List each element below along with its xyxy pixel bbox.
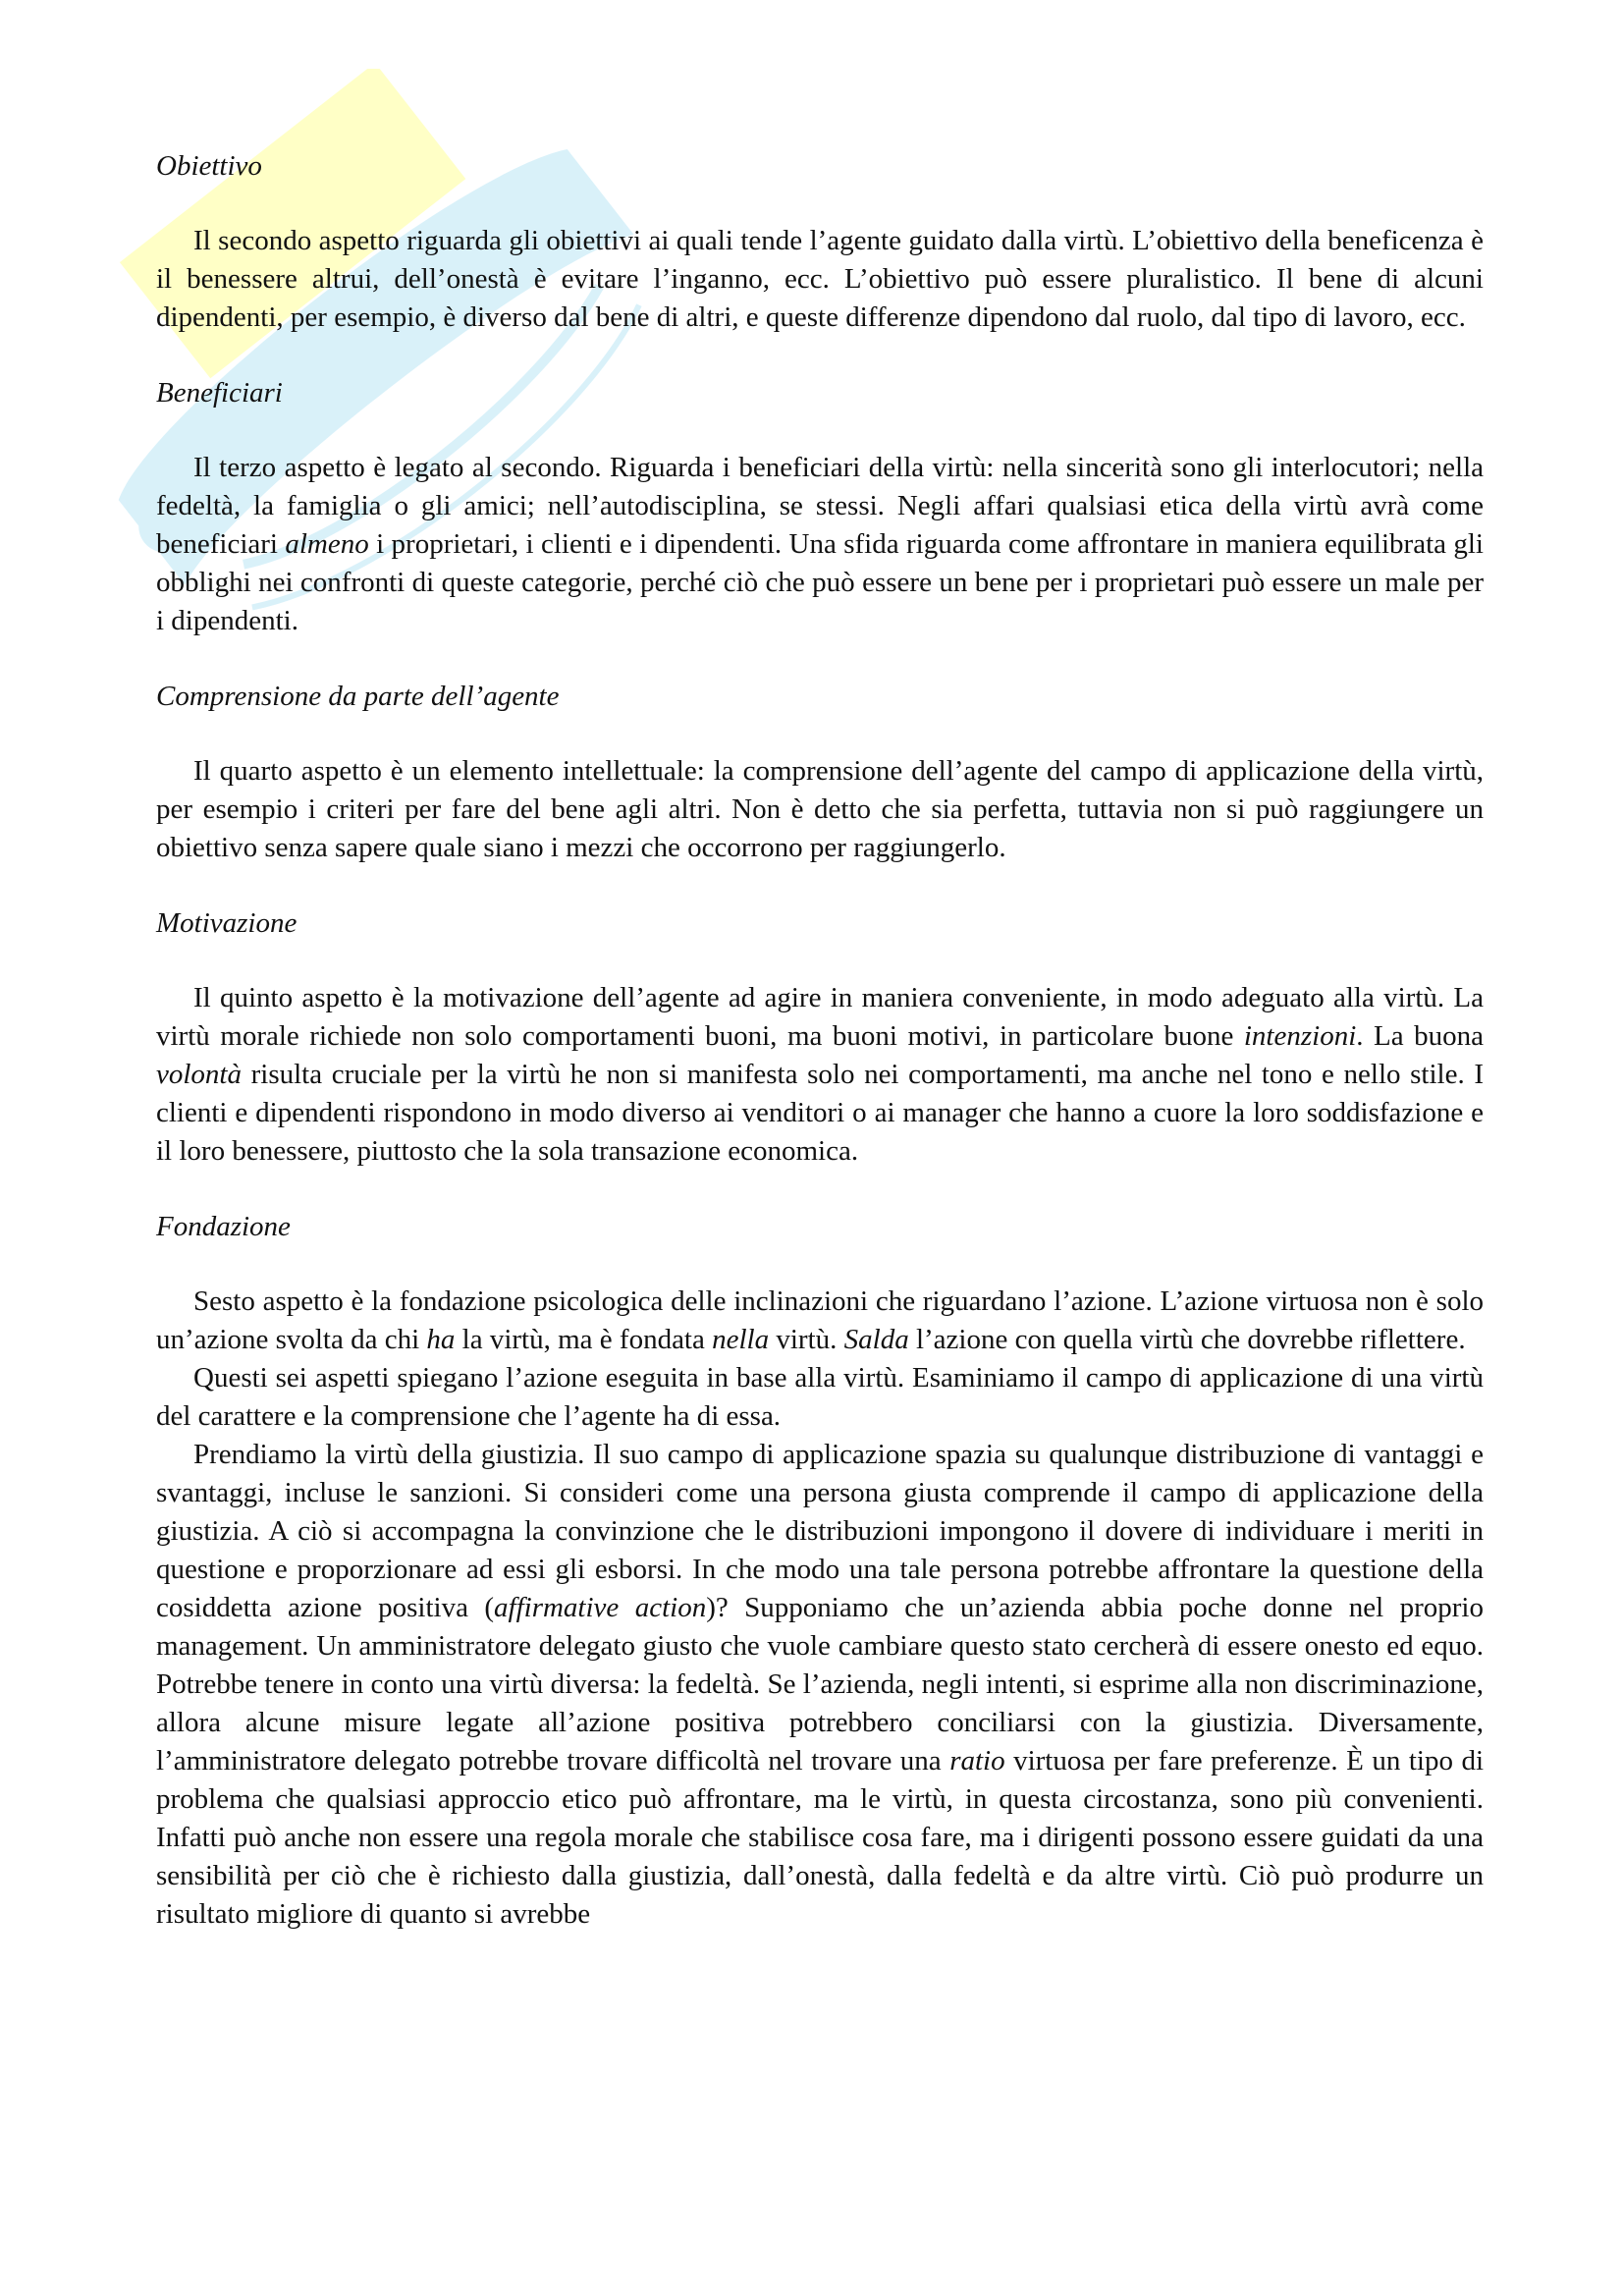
text-run: . La buona — [1356, 1020, 1484, 1052]
spacer — [156, 1246, 1484, 1283]
text-run: virtù. — [769, 1324, 844, 1355]
italic-text: ratio — [949, 1745, 1005, 1777]
italic-text: Salda — [843, 1324, 909, 1355]
spacer — [156, 186, 1484, 222]
italic-text: nella — [712, 1324, 770, 1355]
body-paragraph — [156, 449, 1484, 640]
spacer — [156, 412, 1484, 449]
text-run: l’azione con quella virtù che dovrebbe riflettere. — [908, 1324, 1466, 1355]
section-heading: Obiettivo — [156, 150, 262, 182]
body-paragraph — [156, 222, 1484, 337]
section-heading: Motivazione — [156, 907, 298, 939]
italic-text: ha — [426, 1324, 456, 1355]
spacer — [156, 1171, 1484, 1208]
text-run: risulta cruciale per la virtù he non si manifesta solo nei comportamenti, ma anche nel tono e nello stile. I clienti e dipendenti rispondono in modo diverso ai venditori o ai manager che hanno a cuore la loro soddisfazione e il loro benessere, piuttosto che la sola transazione economica. — [156, 1059, 1484, 1167]
text-run: )? Supponiamo che un’azienda abbia poche donne nel proprio management. Un amministratore delegato giusto che vuole cambiare questo stato cercherà di essere onesto ed equo. Potrebbe tenere in conto una virtù diversa: la fedeltà. Se l’azienda, negli intenti, si esprime alla non discriminazione, allora alcune misure legate all’azione positiva potrebbero conciliarsi con la giustizia. Diversamente, l’amministratore delegato potrebbe trovare difficoltà nel trovare una — [156, 1592, 1484, 1777]
text-run: Questi sei aspetti spiegano l’azione eseguita in base alla virtù. Esaminiamo il campo di applicazione di una virtù del carattere e la comprensione che l’agente ha di essa. — [156, 1362, 1484, 1432]
body-paragraph — [156, 1436, 1484, 1934]
document-page — [156, 147, 1484, 1934]
text-run: Il terzo aspetto è legato al secondo. Riguarda i beneficiari della virtù: nella sincerità sono gli interlocutori; nella fedeltà, la famiglia o gli amici; nell’autodisciplina, se stessi. Negli affari qualsiasi etica della virtù avrà come beneficiari — [156, 452, 1484, 560]
text-run: virtuosa per fare preferenze. È un tipo di problema che qualsiasi approccio etico può affrontare, ma le virtù, in questa circostanza, sono più convenienti. Infatti può anche non essere una regola morale che stabilisce cosa fare, ma i dirigenti possono essere guidati da una sensibilità per ciò che è richiesto dalla giustizia, dall’onestà, dalla fedeltà e da altre virtù. Ciò può produrre un risultato migliore di quanto si avrebbe — [156, 1745, 1484, 1930]
section-heading: Fondazione — [156, 1211, 291, 1242]
body-paragraph — [156, 1359, 1484, 1436]
spacer — [156, 867, 1484, 904]
spacer — [156, 337, 1484, 374]
text-run: Prendiamo la virtù della giustizia. Il suo campo di applicazione spazia su qualunque distribuzione di vantaggi e svantaggi, incluse le sanzioni. Si consideri come una persona giusta comprende il campo di applicazione della giustizia. A ciò si accompagna la convinzione che le distribuzioni impongono il dovere di individuare i meriti in questione e proporzionare ad essi gli esborsi. In che modo una tale persona potrebbe affrontare la questione della cosiddetta azione positiva ( — [156, 1439, 1484, 1623]
section-heading: Beneficiari — [156, 377, 283, 409]
spacer — [156, 716, 1484, 752]
text-run: Il secondo aspetto riguarda gli obiettivi ai quali tende l’agente guidato dalla virtù. L’obiettivo della beneficenza è il benessere altrui, dell’onestà è evitare l’inganno, ecc. L’obiettivo può essere pluralistico. Il bene di alcuni dipendenti, per esempio, è diverso dal bene di altri, e queste differenze dipendono dal ruolo, dal tipo di lavoro, ecc. — [156, 225, 1484, 333]
body-paragraph — [156, 1283, 1484, 1359]
text-run: Sesto aspetto è la fondazione psicologica delle inclinazioni che riguardano l’azione. L’azione virtuosa non è solo un’azione svolta da chi — [156, 1285, 1484, 1355]
section-heading: Comprensione da parte dell’agente — [156, 681, 560, 712]
italic-text: intenzioni — [1243, 1020, 1357, 1052]
spacer — [156, 943, 1484, 979]
body-paragraph — [156, 752, 1484, 867]
body-paragraph — [156, 979, 1484, 1171]
italic-text: almeno — [285, 528, 369, 560]
text-run: Il quinto aspetto è la motivazione dell’agente ad agire in maniera conveniente, in modo adeguato alla virtù. La virtù morale richiede non solo comportamenti buoni, ma buoni motivi, in particolare buone — [156, 982, 1484, 1052]
text-run: Il quarto aspetto è un elemento intellettuale: la comprensione dell’agente del campo di applicazione della virtù, per esempio i criteri per fare del bene agli altri. Non è detto che sia perfetta, tuttavia non si può raggiungere un obiettivo senza sapere quale siano i mezzi che occorrono per raggiungerlo. — [156, 755, 1484, 863]
text-run: la virtù, ma è fondata — [455, 1324, 713, 1355]
italic-text: volontà — [156, 1059, 242, 1090]
spacer — [156, 640, 1484, 678]
italic-text: affirmative action — [494, 1592, 707, 1623]
text-run: i proprietari, i clienti e i dipendenti. Una sfida riguarda come affrontare in maniera equilibrata gli obblighi nei confronti di queste categorie, perché ciò che può essere un bene per i proprietari può essere un male per i dipendenti. — [156, 528, 1484, 636]
